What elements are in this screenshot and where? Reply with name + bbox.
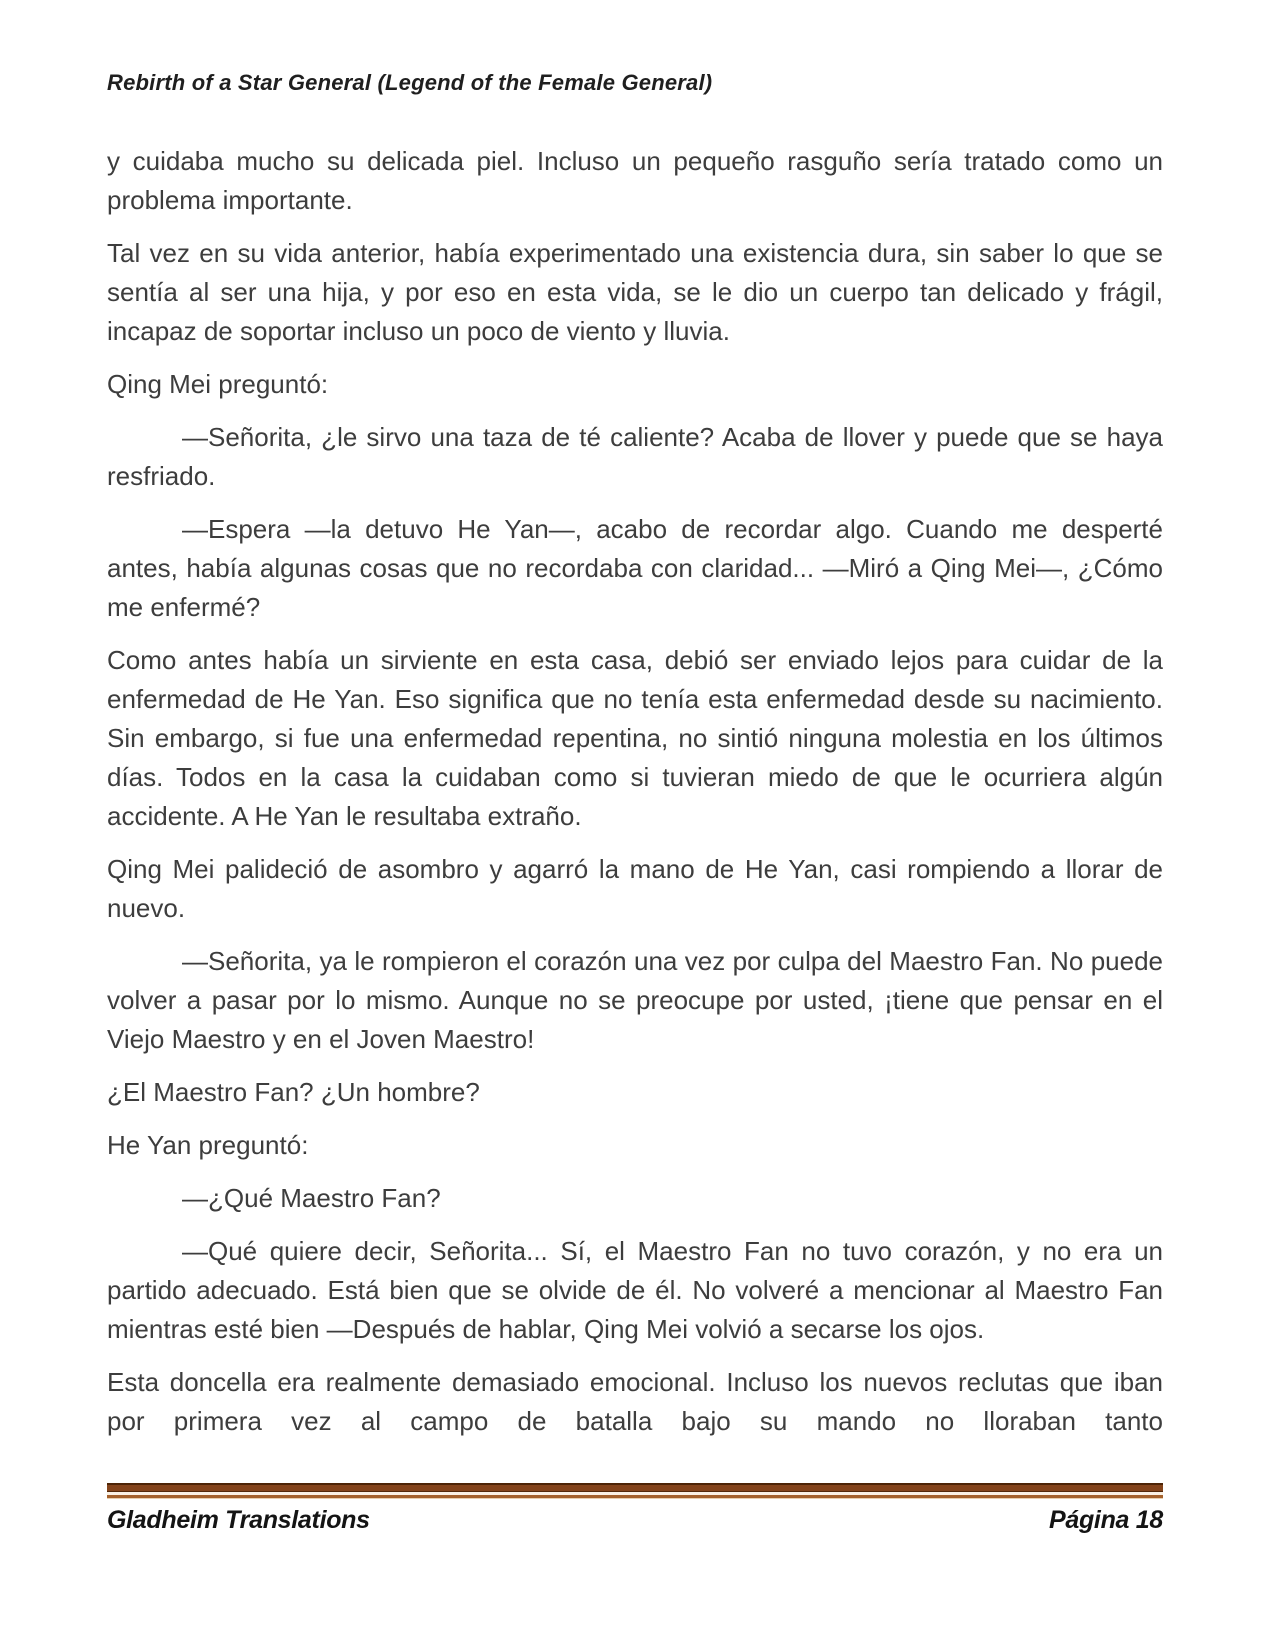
paragraph: Como antes había un sirviente en esta casa, debió ser enviado lejos para cuidar de la enfermedad de He Yan. Eso significa que no tenía esta enfermedad desde su nacimiento. Sin embargo, si fue una enfermedad repentina, no sintió ninguna molestia en los últimos días. Todos en la casa la cuidaban como si tuvieran miedo de que le ocurriera algún accidente. A He Yan le resultaba extraño. — [107, 645, 1163, 831]
paragraph: Qing Mei preguntó: — [107, 369, 329, 399]
paragraph: Esta doncella era realmente demasiado emocional. Incluso los nuevos reclutas que iban por primera vez al campo de batalla bajo su mando no lloraban tanto — [107, 1367, 1163, 1436]
footer-rule-thick — [107, 1483, 1163, 1492]
body-text — [107, 142, 1163, 1441]
paragraph: Tal vez en su vida anterior, había experimentado una existencia dura, sin saber lo que se sentía al ser una hija, y por eso en esta vida, se le dio un cuerpo tan delicado y frágil, incapaz de soportar incluso un poco de viento y lluvia. — [107, 238, 1163, 346]
paragraph: —Señorita, ¿le sirvo una taza de té caliente? Acaba de llover y puede que se haya resfriado. — [107, 422, 1163, 491]
footer-rule-thin — [107, 1495, 1163, 1499]
paragraph: —Qué quiere decir, Señorita... Sí, el Maestro Fan no tuvo corazón, y no era un partido adecuado. Está bien que se olvide de él. No volveré a mencionar al Maestro Fan mientras esté bien —Después de hablar, Qing Mei volvió a secarse los ojos. — [107, 1236, 1163, 1344]
paragraph: Qing Mei palideció de asombro y agarró la mano de He Yan, casi rompiendo a llorar de nuevo. — [107, 854, 1163, 923]
paragraph: He Yan preguntó: — [107, 1130, 309, 1160]
paragraph: —¿Qué Maestro Fan? — [182, 1183, 441, 1213]
footer-translator-credit: Gladheim Translations — [107, 1506, 370, 1534]
paragraph: —Señorita, ya le rompieron el corazón una vez por culpa del Maestro Fan. No puede volver a pasar por lo mismo. Aunque no se preocupe por usted, ¡tiene que pensar en el Viejo Maestro y en el Joven Maestro! — [107, 946, 1163, 1054]
page-footer — [107, 1483, 1163, 1535]
paragraph: y cuidaba mucho su delicada piel. Incluso un pequeño rasguño sería tratado como un problema importante. — [107, 146, 1163, 215]
page-header-title: Rebirth of a Star General (Legend of the Female General) — [107, 70, 713, 95]
page-content — [107, 0, 1163, 1455]
paragraph: —Espera —la detuvo He Yan—, acabo de recordar algo. Cuando me desperté antes, había algunas cosas que no recordaba con claridad... —Miró a Qing Mei—, ¿Cómo me enfermé? — [107, 514, 1163, 622]
paragraph: ¿El Maestro Fan? ¿Un hombre? — [107, 1077, 480, 1107]
footer-row — [107, 1506, 1163, 1535]
footer-page-number: Página 18 — [1048, 1506, 1163, 1534]
